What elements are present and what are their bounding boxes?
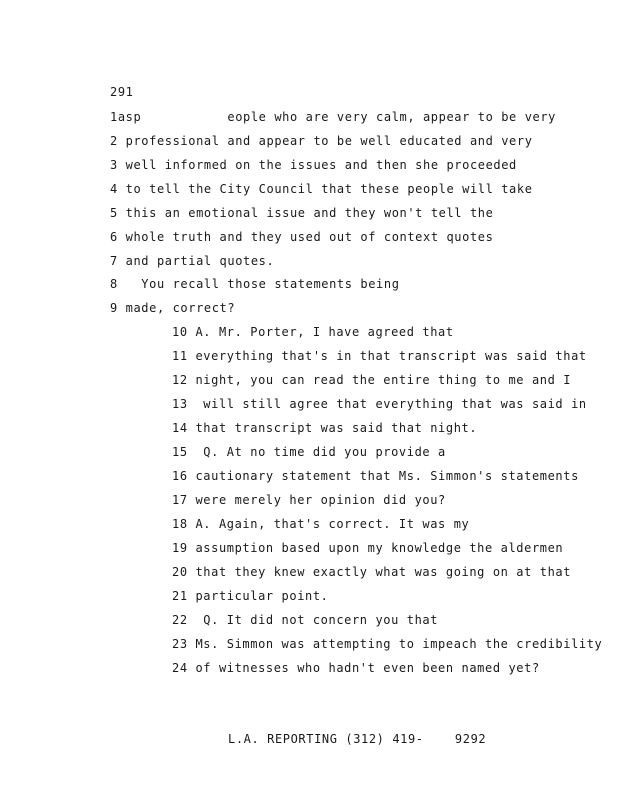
transcript-line	[172, 637, 602, 651]
line-text: professional and appear to be well educated and very	[125, 134, 533, 148]
transcript-line	[172, 493, 446, 507]
line-text: of witnesses who hadn't even been named yet?	[195, 661, 540, 675]
transcript-line	[172, 325, 454, 339]
transcript-line	[110, 301, 235, 315]
line-text: that transcript was said that night.	[195, 421, 478, 435]
transcript-line	[172, 541, 563, 555]
line-number: 12	[172, 373, 188, 387]
transcript-line	[110, 254, 274, 268]
page-number: 291	[110, 85, 134, 99]
line-text: cautionary statement that Ms. Simmon's statements	[195, 469, 579, 483]
transcript-line	[172, 421, 477, 435]
line-number: 7	[110, 254, 118, 268]
transcript-line	[172, 661, 540, 675]
line-number: 15	[172, 445, 188, 459]
line-number: 19	[172, 541, 188, 555]
line-number: 17	[172, 493, 188, 507]
line-number: 1	[110, 110, 118, 124]
line-number: 9	[110, 301, 118, 315]
transcript-line	[172, 517, 469, 531]
line-text: Ms. Simmon was attempting to impeach the credibility	[195, 637, 603, 651]
line-number: 23	[172, 637, 188, 651]
line-text: that they knew exactly what was going on at that	[195, 565, 572, 579]
line-number: 20	[172, 565, 188, 579]
line-number: 4	[110, 182, 118, 196]
line-text: assumption based upon my knowledge the aldermen	[195, 541, 564, 555]
line-text: A. Again, that's correct. It was my	[195, 517, 470, 531]
line-text: particular point.	[195, 589, 329, 603]
transcript-line	[110, 230, 493, 244]
transcript-line	[110, 134, 533, 148]
line-number: 22	[172, 613, 188, 627]
line-number: 5	[110, 206, 118, 220]
line-text: night, you can read the entire thing to me and I	[195, 373, 572, 387]
transcript-line	[110, 158, 517, 172]
line-text: this an emotional issue and they won't tell the	[125, 206, 494, 220]
line-text: Q. It did not concern you that	[195, 613, 439, 627]
transcript-line	[110, 110, 556, 124]
transcript-line	[172, 397, 587, 411]
line-text: everything that's in that transcript was said that	[195, 349, 587, 363]
transcript-line	[110, 206, 493, 220]
transcript-line	[172, 469, 579, 483]
transcript-line	[172, 613, 438, 627]
line-text: A. Mr. Porter, I have agreed that	[195, 325, 454, 339]
line-text: will still agree that everything that was said in	[195, 397, 587, 411]
transcript-line	[110, 277, 400, 291]
line-number: 6	[110, 230, 118, 244]
line-number: 21	[172, 589, 188, 603]
line-number: 2	[110, 134, 118, 148]
transcript-line	[110, 182, 533, 196]
line-number: 3	[110, 158, 118, 172]
line-number: 11	[172, 349, 188, 363]
line-number: 14	[172, 421, 188, 435]
line-text: made, correct?	[125, 301, 236, 315]
transcript-line	[172, 589, 329, 603]
transcript-line	[172, 373, 571, 387]
line-text: You recall those statements being	[125, 277, 400, 291]
line-text: well informed on the issues and then she proceeded	[125, 158, 517, 172]
transcript-line	[172, 445, 446, 459]
line-text: were merely her opinion did you?	[195, 493, 446, 507]
line-number: 13	[172, 397, 188, 411]
line-number: 10	[172, 325, 188, 339]
line-text: to tell the City Council that these people will take	[125, 182, 533, 196]
line-number: 8	[110, 277, 118, 291]
line-text: asp eople who are very calm, appear to be very	[117, 110, 557, 124]
line-number: 16	[172, 469, 188, 483]
transcript-line	[172, 349, 587, 363]
reporter-footer: L.A. REPORTING (312) 419- 9292	[228, 732, 487, 746]
line-text: and partial quotes.	[125, 254, 275, 268]
line-text: whole truth and they used out of context quotes	[125, 230, 494, 244]
line-number: 24	[172, 661, 188, 675]
line-number: 18	[172, 517, 188, 531]
transcript-line	[172, 565, 571, 579]
line-text: Q. At no time did you provide a	[195, 445, 446, 459]
